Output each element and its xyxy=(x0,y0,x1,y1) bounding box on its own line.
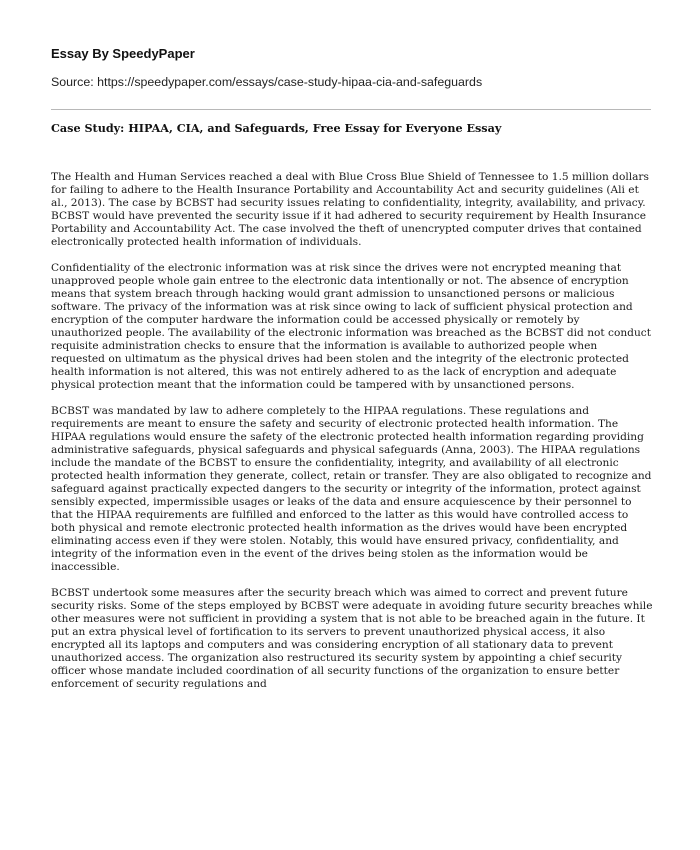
site-title: Essay By SpeedyPaper xyxy=(51,46,195,61)
paragraph: BCBST was mandated by law to adhere completely to the HIPAA regulations. These regulations and requirements are meant to ensure the safety and security of electronic protected health information. The HIPAA regulations would ensure the safety of the electronic protected health information regarding providing administrative safeguards, physical safeguards and physical safeguards (Anna, 2003). The HIPAA regulations include the mandate of the BCBST to ensure the confidentiality, integrity, and availability of all electronic protected health information they generate, collect, retain or transfer. They are also obligated to recognize and safeguard against practically expected dangers to the security or integrity of the information, protect against sensibly expected, impermissible usages or leaks of the data and ensure acquiescence by their personnel to that the HIPAA requirements are fulfilled and enforced to the latter as this would have controlled access to both physical and remote electronic protected health information as the drives would have been encrypted eliminating access even if they were stolen. Notably, this would have ensured privacy, confidentiality, and integrity of the information even in the event of the drives being stolen as the information would be inaccessible. xyxy=(51,405,652,573)
essay-title: Case Study: HIPAA, CIA, and Safeguards, Free Essay for Everyone Essay xyxy=(51,121,502,135)
essay-body xyxy=(51,171,653,704)
source-line: Source: https://speedypaper.com/essays/case-study-hipaa-cia-and-safeguards xyxy=(51,75,483,89)
paragraph: The Health and Human Services reached a deal with Blue Cross Blue Shield of Tennessee to 1.5 million dollars for failing to adhere to the Health Insurance Portability and Accountability Act and security guidelines (Ali et al., 2013). The case by BCBST had security issues relating to confidentiality, integrity, availability, and privacy. BCBST would have prevented the security issue if it had adhered to security requirement by Health Insurance Portability and Accountability Act. The case involved the theft of unencrypted computer drives that contained electronically protected health information of individuals. xyxy=(51,171,649,248)
header-divider xyxy=(51,109,651,110)
paragraph: BCBST undertook some measures after the security breach which was aimed to correct and prevent future security risks. Some of the steps employed by BCBST were adequate in avoiding future security breaches while other measures were not sufficient in providing a system that is not able to be breached again in the future. It put an extra physical level of fortification to its servers to prevent unauthorized physical access, it also encrypted all its laptops and computers and was considering encryption of all stationary data to prevent unauthorized access. The organization also restructured its security system by appointing a chief security officer whose mandate included coordination of all security functions of the organization to ensure better enforcement of security regulations and xyxy=(51,587,653,690)
paragraph: Confidentiality of the electronic information was at risk since the drives were not encrypted meaning that unapproved people whole gain entree to the electronic data intentionally or not. The absence of encryption means that system breach through hacking would grant admission to unsanctioned persons or malicious software. The privacy of the information was at risk since owing to lack of sufficient physical protection and encryption of the computer hardware the information could be accessed physically or remotely by unauthorized people. The availability of the electronic information was breached as the BCBST did not conduct requisite administration checks to ensure that the information is available to authorized people when requested on ultimatum as the physical drives had been stolen and the integrity of the electronic protected health information is not altered, this was not entirely adhered to as the lack of encryption and adequate physical protection meant that the information could be tampered with by unsanctioned persons. xyxy=(51,262,651,391)
